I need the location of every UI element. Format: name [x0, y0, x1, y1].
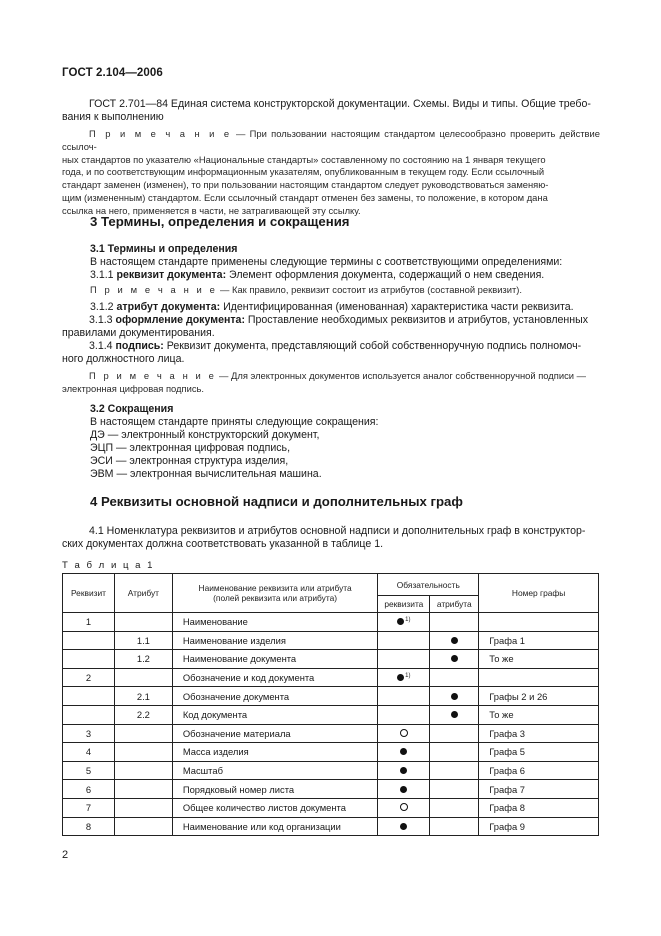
cell-obyaz-rekvizita [378, 668, 430, 687]
term-name: оформление документа: [115, 314, 245, 326]
cell-atribut: 1.2 [114, 650, 172, 669]
cell-name: Обозначение документа [172, 687, 378, 706]
header-name-line-1: Наименование реквизита или атрибута [198, 583, 352, 593]
reference-line-2: вания к выполнению [62, 111, 164, 124]
footnote-marker: 1) [405, 617, 411, 624]
note-text: — Для электронных документов используется аналог собственноручной подписи — [216, 370, 586, 381]
cell-grafa: Графа 5 [479, 743, 599, 762]
reference-paragraph [62, 98, 600, 125]
term-number: 3.1.2 [90, 301, 117, 313]
note-rekvizit [90, 284, 590, 297]
header-atribut: Атрибут [114, 574, 172, 613]
term-name: подпись: [115, 340, 164, 352]
cell-obyaz-atributa [430, 761, 479, 780]
mandatory-dot-icon [397, 674, 404, 681]
table-row [63, 780, 599, 799]
subsection-3-2-intro: В настоящем стандарте приняты следующие сокращения: [90, 416, 379, 428]
mandatory-dot-icon [400, 786, 407, 793]
requisites-table [62, 573, 599, 836]
table-row [63, 761, 599, 780]
note-references [62, 128, 600, 218]
cell-obyaz-atributa [430, 817, 479, 836]
cell-obyaz-atributa [430, 613, 479, 632]
cell-rekvizit [63, 631, 115, 650]
cell-grafa: Графа 9 [479, 817, 599, 836]
cell-grafa [479, 668, 599, 687]
cell-atribut [114, 780, 172, 799]
term-number: 3.1.4 [89, 340, 116, 352]
cell-obyaz-rekvizita [378, 613, 430, 632]
cell-obyaz-atributa [430, 650, 479, 669]
mandatory-dot-icon [400, 767, 407, 774]
cell-atribut [114, 761, 172, 780]
note-line-4: стандарт заменен (изменен), то при пользовании настоящим стандартом следует руководствоваться заменяю- [62, 179, 549, 191]
term-definition: Проставление необходимых реквизитов и атрибутов, установленных [244, 314, 589, 326]
cell-obyaz-rekvizita [378, 705, 430, 724]
note-line-2: ных стандартов по указателю «Национальные стандарты» составленному по состоянию на 1 января текущего [62, 153, 546, 165]
table-row [63, 705, 599, 724]
cell-rekvizit: 5 [63, 761, 115, 780]
cell-obyaz-rekvizita [378, 687, 430, 706]
cell-rekvizit: 1 [63, 613, 115, 632]
term-definition-cont: ного должностного лица. [62, 353, 185, 366]
paragraph-line-2: ских документах должна соответствовать указанной в таблице 1. [62, 538, 384, 551]
note-line-1: — При пользовании настоящим стандартом целесообразно проверить действие ссылоч- [62, 128, 600, 152]
cell-name: Обозначение и код документа [172, 668, 378, 687]
term-definition: Элемент оформления документа, содержащий о нем сведения. [226, 269, 545, 281]
term-3-1-2 [90, 301, 574, 314]
document-header: ГОСТ 2.104—2006 [62, 67, 163, 79]
header-obyaz-rekvizita: реквизита [378, 596, 430, 613]
cell-obyaz-rekvizita [378, 761, 430, 780]
cell-name: Наименование или код организации [172, 817, 378, 836]
abbreviation-de: ДЭ — электронный конструкторский документ, [90, 429, 320, 441]
cell-name: Обозначение материала [172, 724, 378, 743]
abbreviation-ecp: ЭЦП — электронная цифровая подпись, [90, 442, 291, 454]
cell-atribut: 2.2 [114, 705, 172, 724]
cell-grafa: Графа 1 [479, 631, 599, 650]
cell-obyaz-rekvizita [378, 724, 430, 743]
cell-grafa: Графа 8 [479, 798, 599, 817]
term-name: реквизит документа: [116, 269, 227, 281]
table-row [63, 668, 599, 687]
cell-rekvizit: 2 [63, 668, 115, 687]
cell-rekvizit [63, 705, 115, 724]
cell-atribut [114, 724, 172, 743]
table-row [63, 650, 599, 669]
section-4-title: 4 Реквизиты основной надписи и дополнительных граф [90, 494, 463, 509]
cell-obyaz-rekvizita [378, 817, 430, 836]
note-line-6: ссылка на него, применяется в части, не затрагивающей эту ссылку. [62, 204, 361, 216]
cell-grafa: Графа 6 [479, 761, 599, 780]
cell-atribut [114, 798, 172, 817]
cell-obyaz-rekvizita [378, 780, 430, 799]
mandatory-dot-icon [400, 823, 407, 830]
note-label: П р и м е ч а н и е [89, 370, 217, 381]
cell-name: Наименование [172, 613, 378, 632]
cell-rekvizit [63, 650, 115, 669]
cell-obyaz-rekvizita [378, 743, 430, 762]
abbreviation-esi: ЭСИ — электронная структура изделия, [90, 455, 289, 467]
cell-obyaz-rekvizita [378, 798, 430, 817]
cell-rekvizit: 3 [63, 724, 115, 743]
cell-rekvizit [63, 687, 115, 706]
table-row [63, 613, 599, 632]
cell-obyaz-atributa [430, 668, 479, 687]
table-row [63, 631, 599, 650]
cell-name: Масса изделия [172, 743, 378, 762]
term-name: атрибут документа: [116, 301, 221, 313]
subsection-3-1-intro: В настоящем стандарте применены следующие термины с соответствующими определениями: [90, 256, 563, 268]
cell-grafa: Графы 2 и 26 [479, 687, 599, 706]
cell-name: Общее количество листов документа [172, 798, 378, 817]
paragraph-line-1: 4.1 Номенклатура реквизитов и атрибутов основной надписи и дополнительных граф в конструктор- [89, 525, 586, 537]
header-rekvizit: Реквизит [63, 574, 115, 613]
cell-atribut: 1.1 [114, 631, 172, 650]
subsection-3-2-title: 3.2 Сокращения [90, 403, 174, 415]
cell-obyaz-atributa [430, 687, 479, 706]
reference-line-1: ГОСТ 2.701—84 Единая система конструкторской документации. Схемы. Виды и типы. Общие требо- [89, 98, 591, 110]
table-body [63, 613, 599, 836]
cell-atribut [114, 817, 172, 836]
cell-name: Порядковый номер листа [172, 780, 378, 799]
note-label: П р и м е ч а н и е [89, 128, 232, 139]
note-label: П р и м е ч а н и е [90, 284, 218, 295]
subsection-3-1-title: 3.1 Термины и определения [90, 243, 238, 255]
cell-atribut [114, 668, 172, 687]
cell-grafa: То же [479, 650, 599, 669]
cell-atribut [114, 613, 172, 632]
cell-atribut: 2.1 [114, 687, 172, 706]
mandatory-dot-icon [451, 693, 458, 700]
header-grafa: Номер графы [479, 574, 599, 613]
term-number: 3.1.1 [90, 269, 117, 281]
cell-name: Наименование изделия [172, 631, 378, 650]
note-line-3: года, и по соответствующим информационным указателям, опубликованным в текущем году. Если ссылочный [62, 166, 545, 178]
mandatory-dot-icon [451, 655, 458, 662]
term-3-1-4 [62, 340, 600, 367]
mandatory-dot-icon [397, 618, 404, 625]
cell-name: Наименование документа [172, 650, 378, 669]
cell-grafa [479, 613, 599, 632]
cell-name: Код документа [172, 705, 378, 724]
note-line-5: щим (измененным) стандартом. Если ссылочный стандарт отменен без замены, то положение, в котором дана [62, 191, 548, 203]
header-name-line-2: (полей реквизита или атрибута) [213, 593, 338, 603]
cell-obyaz-atributa [430, 724, 479, 743]
cell-obyaz-rekvizita [378, 631, 430, 650]
term-definition: Реквизит документа, представляющий собой собственноручную подпись полномоч- [163, 340, 582, 352]
note-text: — Как правило, реквизит состоит из атрибутов (составной реквизит). [217, 284, 522, 295]
note-signature [62, 370, 600, 396]
cell-atribut [114, 743, 172, 762]
mandatory-dot-icon [451, 637, 458, 644]
cell-rekvizit: 6 [63, 780, 115, 799]
table-row [63, 724, 599, 743]
table-row [63, 687, 599, 706]
cell-rekvizit: 7 [63, 798, 115, 817]
cell-grafa: То же [479, 705, 599, 724]
cell-obyaz-atributa [430, 743, 479, 762]
cell-obyaz-rekvizita [378, 650, 430, 669]
term-3-1-3 [62, 314, 600, 341]
header-obyaz-atributa: атрибута [430, 596, 479, 613]
header-obyazatelnost: Обязательность [378, 574, 479, 596]
footnote-marker: 1) [405, 672, 411, 679]
term-definition: Идентифицированная (именованная) характеристика части реквизита. [220, 301, 574, 313]
cell-grafa: Графа 7 [479, 780, 599, 799]
cell-rekvizit: 8 [63, 817, 115, 836]
section-3-title: 3 Термины, определения и сокращения [90, 214, 350, 229]
header-name [172, 574, 378, 613]
cell-name: Масштаб [172, 761, 378, 780]
cell-grafa: Графа 3 [479, 724, 599, 743]
optional-circle-icon [400, 803, 408, 811]
abbreviation-evm: ЭВМ — электронная вычислительная машина. [90, 468, 322, 480]
table-row [63, 743, 599, 762]
cell-obyaz-atributa [430, 705, 479, 724]
cell-obyaz-atributa [430, 798, 479, 817]
optional-circle-icon [400, 729, 408, 737]
table-row [63, 817, 599, 836]
table-row [63, 798, 599, 817]
page-number: 2 [62, 849, 69, 861]
paragraph-4-1 [62, 525, 600, 552]
cell-obyaz-atributa [430, 780, 479, 799]
term-3-1-1 [90, 269, 544, 282]
table-caption: Т а б л и ц а 1 [62, 560, 155, 571]
mandatory-dot-icon [400, 748, 407, 755]
mandatory-dot-icon [451, 711, 458, 718]
term-definition-cont: правилами документирования. [62, 327, 215, 340]
note-text-cont: электронная цифровая подпись. [62, 382, 205, 394]
term-number: 3.1.3 [89, 314, 116, 326]
cell-obyaz-atributa [430, 631, 479, 650]
cell-rekvizit: 4 [63, 743, 115, 762]
